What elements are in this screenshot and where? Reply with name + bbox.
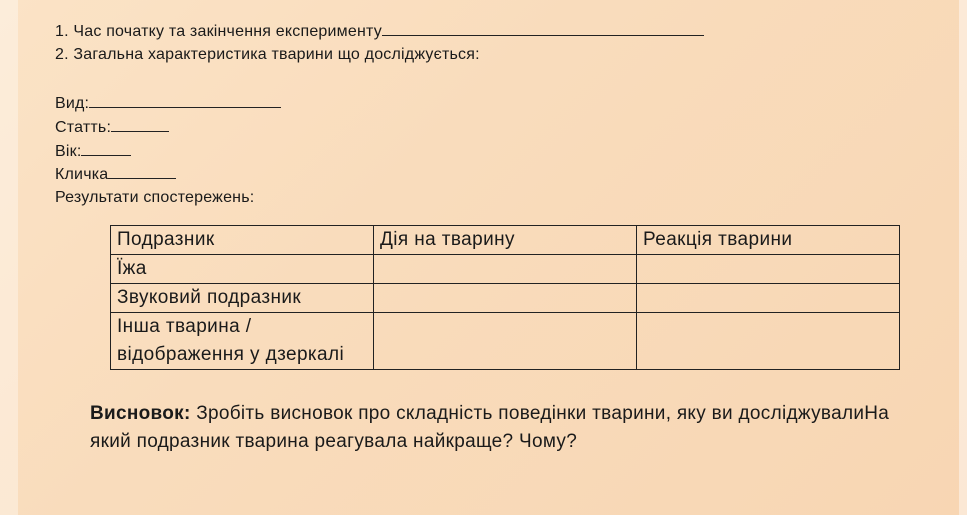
header-stimulus: Подразник (111, 226, 374, 255)
stimulus-cell: Їжа (111, 255, 374, 284)
header-reaction: Реакція тварини (637, 226, 900, 255)
sex-blank[interactable] (111, 118, 169, 132)
nickname-blank[interactable] (108, 165, 176, 179)
age-label: Вік: (55, 143, 82, 160)
table-row (111, 284, 900, 313)
species-line (55, 94, 281, 113)
age-blank[interactable] (81, 142, 131, 156)
sex-label: Статть: (55, 119, 112, 136)
reaction-cell[interactable] (637, 255, 900, 284)
results-heading: Результати спостережень: (55, 189, 255, 206)
experiment-time-line (55, 22, 704, 41)
age-line (55, 142, 131, 161)
reaction-cell[interactable] (637, 284, 900, 313)
page-right-edge (959, 0, 967, 515)
conclusion-label: Висновок: (90, 403, 191, 424)
table-header-row (111, 226, 900, 255)
nickname-line (55, 165, 176, 184)
action-cell[interactable] (374, 255, 637, 284)
conclusion-paragraph (90, 400, 890, 456)
nickname-label: Кличка (55, 166, 109, 183)
page-left-edge (0, 0, 18, 515)
table-row (111, 313, 900, 370)
species-label: Вид: (55, 95, 90, 112)
sex-line (55, 118, 169, 137)
experiment-time-label: 1. Час початку та закінчення експерименту (55, 23, 382, 40)
species-blank[interactable] (89, 94, 281, 108)
action-cell[interactable] (374, 284, 637, 313)
header-action: Дія на тварину (374, 226, 637, 255)
table-row (111, 255, 900, 284)
stimulus-cell: Звуковий подразник (111, 284, 374, 313)
experiment-time-blank[interactable] (382, 22, 704, 36)
stimulus-cell: Інша тварина / відображення у дзеркалі (111, 313, 374, 370)
action-cell[interactable] (374, 313, 637, 370)
reaction-cell[interactable] (637, 313, 900, 370)
conclusion-text: Зробіть висновок про складність поведінки тварини, яку ви досліджувалиНа який подразник тварина реагувала найкраще? Чому? (90, 403, 890, 452)
animal-characteristics-heading: 2. Загальна характеристика тварини що досліджується: (55, 46, 480, 63)
observation-table (110, 225, 900, 370)
